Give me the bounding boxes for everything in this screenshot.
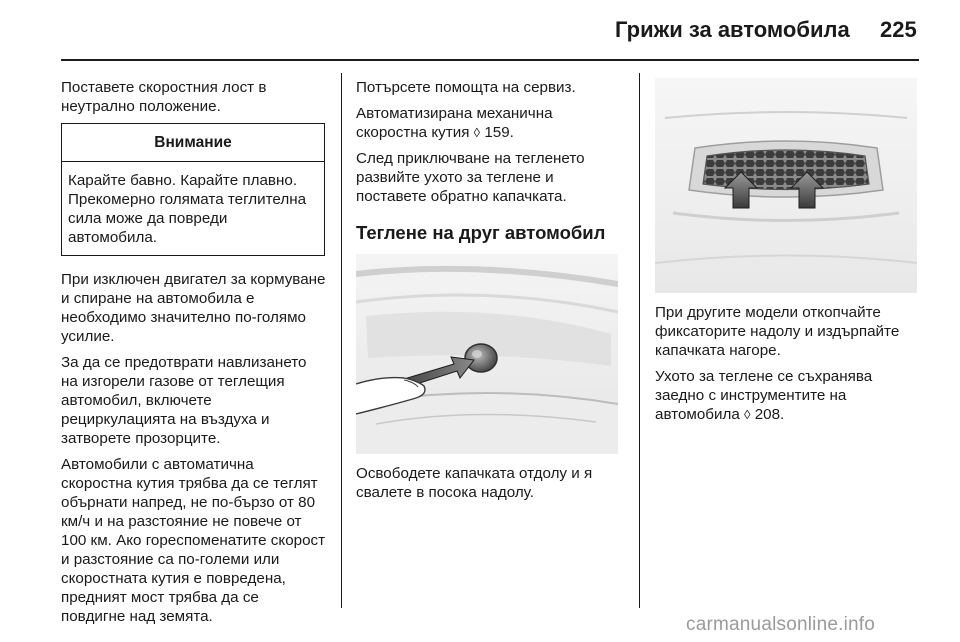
page-number: 225 [880,17,917,42]
reference-arrow-icon: ◊ [473,125,481,140]
column-divider-2 [639,73,640,608]
paragraph-after-towing: След приключване на тегленето развийте ухото за теглене и поставете обратно капачката. [356,150,585,205]
grille-cap-illustration [655,78,917,293]
paragraph-eye-storage [655,367,923,424]
page-header-title: Грижи за автомобила [615,17,850,42]
section-heading-towing-other: Теглене на друг автомобил [356,222,606,243]
paragraph-automated-gearbox [356,104,626,142]
reference-text: Автоматизирана механична скоростна кутия [356,105,553,141]
warning-title: Внимание [62,124,324,162]
paragraph-service: Потърсете помощта на сервиз. [356,79,576,96]
column-1 [61,78,326,633]
reference-text: Ухото за теглене се съхранява заедно с инструментите на автомобила [655,368,873,423]
figure-caption-remove-cap: Освободете капачката отдолу и я свалете в посока надолу. [356,465,593,501]
warning-box [61,123,325,256]
paragraph-engine-off: При изключен двигател за кормуване и спиране на автомобила е необходимо значително по-голямо усилие. [61,271,326,345]
reference-page[interactable]: 159. [484,124,514,141]
header-divider [61,59,919,61]
warning-body: Карайте бавно. Карайте плавно. Прекомерно голямата теглителна сила може да повреди автомобила. [68,172,307,246]
reference-page[interactable]: 208. [754,406,785,423]
paragraph-exhaust: За да се предотврати навлизането на изгорели газове от теглещия автомобил, включете рециркулацията на въздуха и затворете прозорците. [61,354,307,447]
paragraph-automatic-gearbox: Автомобили с автоматична скоростна кутия трябва да се теглят обърнати напред, не по-бързо от 80 км/ч и на разстояние не повече от 100 км. Ако гореспоменатите скорост и разстояние са по-големи или скоростната кутия е повредена, предният мост трябва да се повдигне над земята. [61,456,326,625]
paragraph-gear-neutral: Поставете скоростния лост в неутрално положение. [61,79,267,115]
paragraph-other-models: При другите модели откопчайте фиксаторите надолу и издърпайте капачката нагоре. [655,304,900,359]
watermark-text: carmanualsonline.info [686,614,876,635]
reference-arrow-icon: ◊ [744,407,751,422]
column-divider-1 [341,73,342,608]
bumper-cap-illustration [356,254,618,454]
column-3 [655,78,923,431]
column-2 [356,78,626,509]
